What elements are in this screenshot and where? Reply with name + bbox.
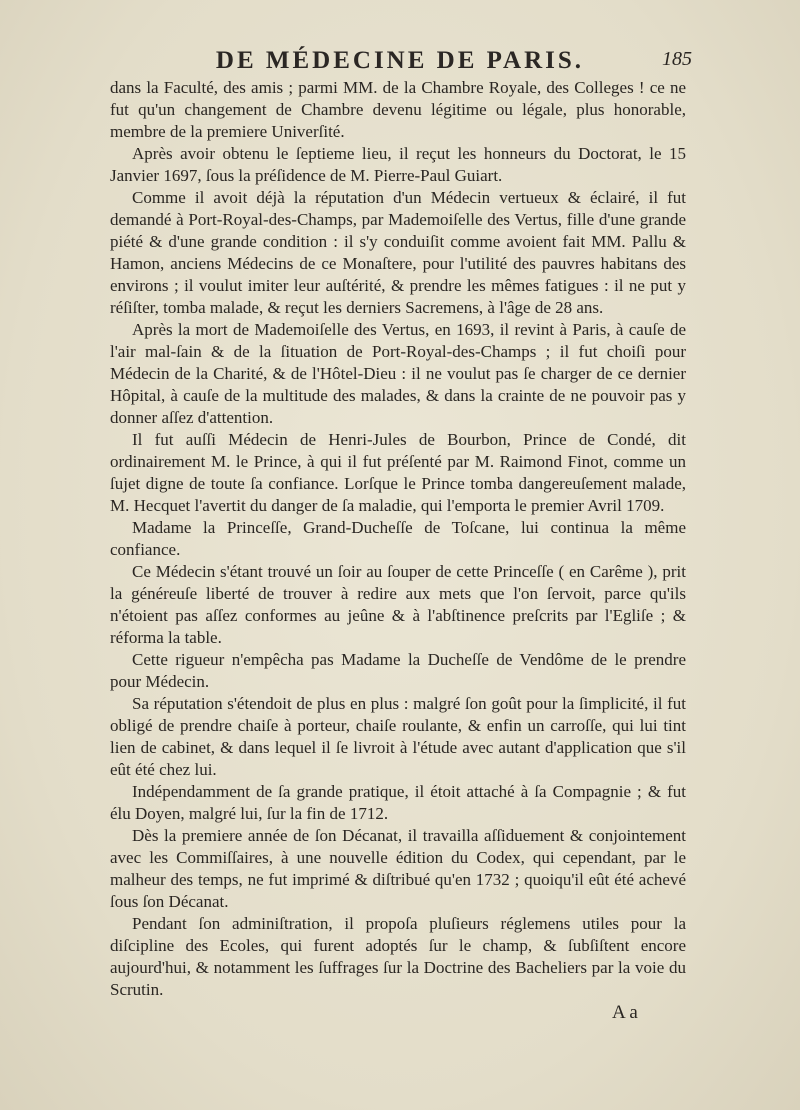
signature-mark: A a [612,1002,638,1023]
paragraph: Pendant ſon adminiſtration, il propoſa pluſieurs réglemens utiles pour la diſcipline des Ecoles, qui furent adoptés ſur le champ, & ſubſiſtent encore aujourd'hui, & notamment les ſuffrages ſur la Doctrine des Bacheliers par la voie du Scrutin. [110,914,686,999]
paragraph: Il fut auſſi Médecin de Henri-Jules de Bourbon, Prince de Condé, dit ordinairement M. le Prince, à qui il fut préſenté par M. Raimond Finot, comme un ſujet digne de toute ſa confiance. Lorſque le Prince tomba dangereuſement malade, M. Hecquet l'avertit du danger de ſa maladie, qui l'emporta le premier Avril 1709. [110,430,686,515]
paragraph: Indépendamment de ſa grande pratique, il étoit attaché à ſa Compagnie ; & fut élu Doyen, malgré lui, ſur la fin de 1712. [110,782,686,823]
paragraph: Après la mort de Mademoiſelle des Vertus, en 1693, il revint à Paris, à cauſe de l'air mal-ſain & de la ſituation de Port-Royal-des-Champs ; il fut choiſi pour Médecin de la Charité, & de l'Hôtel-Dieu : il ne voulut pas ſe charger de ce dernier Hôpital, à cauſe de la multitude des malades, & dans la crainte de ne pouvoir pas y donner aſſez d'attention. [110,320,686,427]
body-text [110,77,686,1001]
paragraph: Dès la premiere année de ſon Décanat, il travailla aſſiduement & conjointement avec les Commiſſaires, à une nouvelle édition du Codex, qui cependant, par le malheur des temps, ne fut imprimé & diſtribué qu'en 1732 ; quoiqu'il eût été achevé ſous ſon Décanat. [110,826,686,911]
paragraph: Ce Médecin s'étant trouvé un ſoir au ſouper de cette Princeſſe ( en Carême ), prit la généreuſe liberté de trouver à redire aux mets que l'on ſervoit, parce qu'ils n'étoient pas aſſez conformes au jeûne & à l'abſtinence preſcrits par l'Egliſe ; & réforma la table. [110,562,686,647]
paragraph: Cette rigueur n'empêcha pas Madame la Ducheſſe de Vendôme de le prendre pour Médecin. [110,650,686,691]
running-head: DE MÉDECINE DE PARIS. [215,47,585,74]
page-header [120,44,692,78]
paragraph: Comme il avoit déjà la réputation d'un Médecin vertueux & éclairé, il fut demandé à Port-Royal-des-Champs, par Mademoiſelle des Vertus, fille d'une grande piété & d'une grande condition : il s'y conduiſit comme avoient fait MM. Pallu & Hamon, anciens Médecins de ce Monaſtere, pour l'utilité des pauvres habitans des environs ; il voulut imiter leur auſtérité, & prendre les mêmes fatigues : il ne put y réſiſter, tomba malade, & reçut les derniers Sacremens, à l'âge de 28 ans. [110,188,686,317]
paragraph: Sa réputation s'étendoit de plus en plus : malgré ſon goût pour la ſimplicité, il fut obligé de prendre chaiſe à porteur, chaiſe roulante, & enfin un carroſſe, qui lui tint lien de cabinet, & dans lequel il ſe livroit à l'étude avec autant d'application que s'il eût été chez lui. [110,694,686,779]
page-number: 185 [662,48,692,70]
paragraph: Madame la Princeſſe, Grand-Ducheſſe de Toſcane, lui continua la même confiance. [110,518,686,559]
paragraph: Après avoir obtenu le ſeptieme lieu, il reçut les honneurs du Doctorat, le 15 Janvier 1697, ſous la préſidence de M. Pierre-Paul Guiart. [110,144,686,185]
paragraph: dans la Faculté, des amis ; parmi MM. de la Chambre Royale, des Colleges ! ce ne fut qu'un changement de Chambre devenu légitime ou légale, plus honorable, membre de la premiere Univerſité. [110,78,686,141]
